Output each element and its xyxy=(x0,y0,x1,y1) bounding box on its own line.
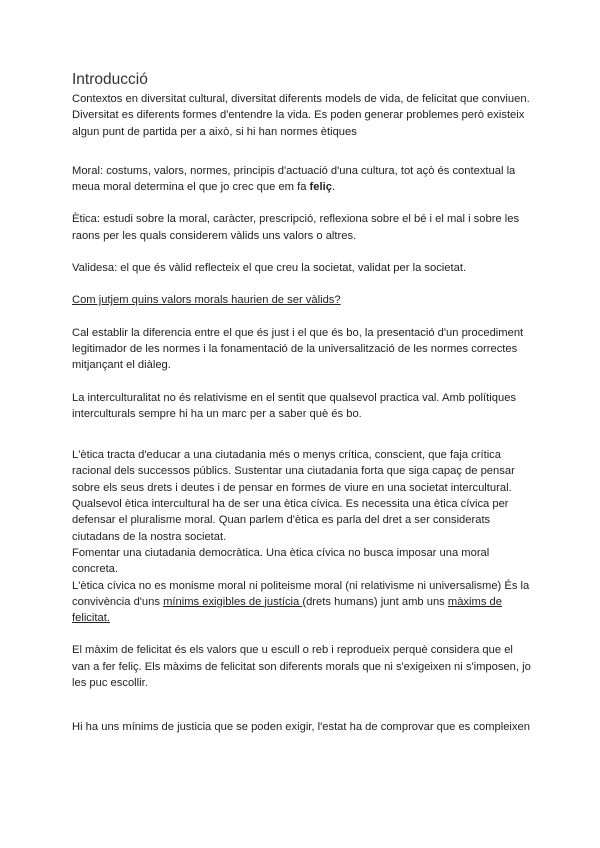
monisme-mid: (drets humans) junt amb uns xyxy=(302,595,448,608)
monisme-paragraph xyxy=(72,578,534,627)
fomentar-paragraph: Fomentar una ciutadania democràtica. Una ètica cívica no busca imposar una moral concreta. xyxy=(72,546,490,576)
monisme-start: L'ètica cívica no es monisme moral ni politeisme moral (ni relativisme ni universalisme) És la convivència d'uns xyxy=(72,579,530,608)
interculturalitat-paragraph: La interculturalitat no és relativisme en el sentit que qualsevol practica val. Amb polítiques interculturals sempre hi ha un marc per a saber què és bo. xyxy=(72,391,517,420)
intro-paragraph: Contextos en diversitat cultural, diversitat diferents models de vida, de felicitat que conviuen. Diversitat es diferents formes d'entendre la vida. Es poden generar problemes però existeix algun punt de partida per a això, si hi han normes ètiques xyxy=(72,93,530,138)
maxim-felicitat-paragraph: El màxim de felicitat és els valors que u escull o reb i reprodueix perquè considera que el van a fer feliç. Els màxims de felicitat son diferents morals que ni s'exigeixen ni s'imposen, jo les puc escollir. xyxy=(72,644,531,690)
moral-end: . xyxy=(331,181,336,194)
etica-paragraph: Ètica: estudi sobre la moral, caràcter, prescripció, reflexiona sobre el bé i el mal i sobre les raons per les quals considerem vàlids uns valors o altres. xyxy=(72,213,520,242)
section-title: Introducció xyxy=(72,71,148,88)
moral-paragraph xyxy=(72,163,534,196)
moral-text: Moral: costums, valors, normes, principis d'actuació d'una cultura, tot açò és contextual la meua moral determina el que jo crec que em fa xyxy=(72,164,516,194)
minims-justicia-paragraph: Hi ha uns mínims de justicia que se poden exigir, l'estat ha de comprovar que es compleixen xyxy=(72,721,530,734)
moral-bold-word: feliç xyxy=(309,181,332,194)
maxims-link: màxims de felicitat. xyxy=(72,595,502,625)
question-heading: Com jutjem quins valors morals haurien de ser vàlids? xyxy=(72,294,341,307)
validesa-paragraph: Validesa: el que és vàlid reflecteix el que creu la societat, validat per la societat. xyxy=(72,262,467,275)
etica-tracta-paragraph: L'ètica tracta d'educar a una ciutadania més o menys crítica, conscient, que faja crítica racional dels successos públics. Sustentar una ciutadania forta que siga capaç de pensar sobre els seus drets i deutes i de pensar en formes de viure en una societat intercultural. xyxy=(72,449,515,494)
minims-link: mínims exigibles de justícia xyxy=(163,595,303,608)
document-body xyxy=(72,70,534,736)
cal-establir-paragraph: Cal establir la diferencia entre el que és just i el que és bo, la presentació d'un procediment legitimador de les normes i la fonamentació de la universalització de les normes correctes mitjançant el diàleg. xyxy=(72,326,524,372)
qualsevol-etica-paragraph: Qualsevol ètica intercultural ha de ser una ètica cívica. Es necessita una ètica cívica per defensar el pluralisme moral. Quan parlem d'ètica es parla del dret a ser considerats ciutadans de la nostra societat. xyxy=(72,498,509,543)
